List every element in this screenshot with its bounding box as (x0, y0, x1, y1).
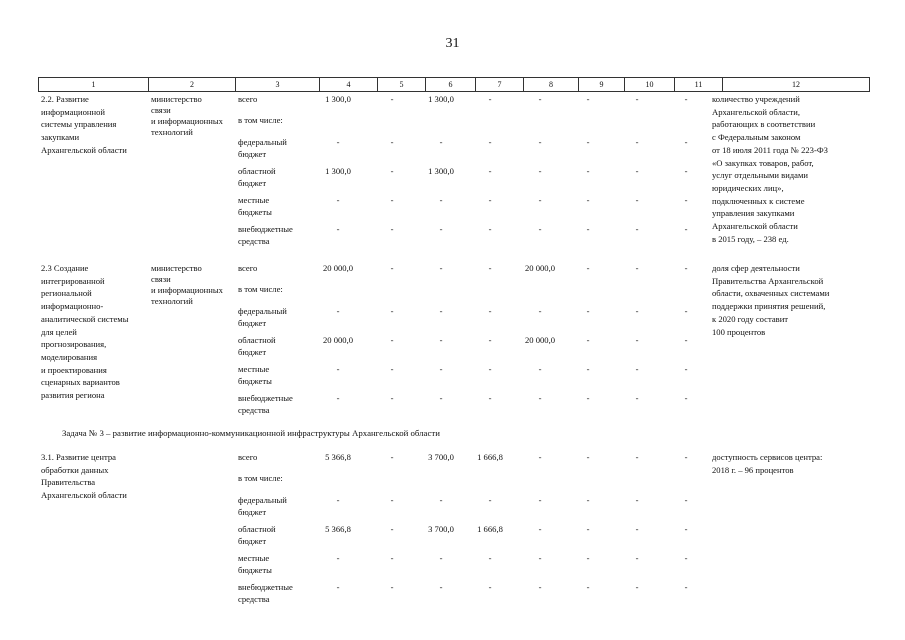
indicator-line: поддержки принятия решений, (712, 301, 826, 312)
empty-value-dash: - (336, 553, 340, 563)
indicator-line: работающих в соответствии (712, 119, 816, 130)
funding-source-label: бюджет (238, 347, 267, 357)
funding-value: 3 700,0 (428, 452, 454, 462)
funding-source-label: всего (238, 452, 258, 462)
header-col-11: 11 (675, 78, 723, 91)
funding-value: 1 300,0 (325, 166, 351, 176)
empty-value-dash: - (390, 335, 394, 345)
empty-value-dash: - (538, 364, 542, 374)
empty-value-dash: - (439, 137, 443, 147)
indicator-line: области, охваченных системами (712, 288, 830, 299)
funding-source-label: областной (238, 335, 276, 345)
header-col-3: 3 (236, 78, 320, 91)
measure-name-line: 2.3 Создание (41, 263, 89, 273)
indicator-line: от 18 июля 2011 года № 223-ФЗ (712, 144, 828, 155)
header-col-7: 7 (476, 78, 524, 91)
empty-value-dash: - (635, 582, 639, 592)
empty-value-dash: - (336, 364, 340, 374)
indicator-line: подключенных к системе (712, 195, 805, 206)
measure-name-line: информационной (41, 106, 106, 117)
funding-source-label: бюджет (238, 149, 267, 159)
empty-value-dash: - (538, 452, 542, 462)
empty-value-dash: - (390, 306, 394, 316)
indicator-line: юридических лиц», (712, 182, 784, 193)
header-col-10: 10 (625, 78, 675, 91)
indicator-line: Архангельской области (712, 221, 798, 231)
empty-value-dash: - (586, 195, 590, 205)
funding-source-label: федеральный (238, 306, 287, 316)
empty-value-dash: - (390, 263, 394, 273)
empty-value-dash: - (586, 582, 590, 592)
measure-name-line: прогнозирования, (41, 339, 107, 350)
measure-name-line: информационно- (41, 301, 104, 312)
measure-name-line: Архангельской области (41, 490, 127, 501)
funding-source-label: бюджет (238, 318, 267, 328)
funding-source-label: бюджеты (238, 376, 272, 386)
empty-value-dash: - (439, 364, 443, 374)
empty-value-dash: - (586, 263, 590, 273)
funding-source-label: федеральный (238, 495, 287, 505)
empty-value-dash: - (586, 553, 590, 563)
measure-name-line: системы управления (41, 119, 117, 130)
empty-value-dash: - (439, 263, 443, 273)
measure-name-line: аналитической системы (41, 313, 129, 324)
indicator-line: 100 процентов (712, 326, 766, 337)
empty-value-dash: - (538, 94, 542, 104)
funding-value: 5 366,8 (325, 452, 351, 462)
empty-value-dash: - (684, 393, 688, 403)
empty-value-dash: - (488, 306, 492, 316)
empty-value-dash: - (488, 335, 492, 345)
funding-source-label: внебюджетные (238, 393, 293, 403)
empty-value-dash: - (390, 94, 394, 104)
empty-value-dash: - (488, 195, 492, 205)
empty-value-dash: - (586, 393, 590, 403)
empty-value-dash: - (635, 137, 639, 147)
indicator-line: с Федеральным законом (712, 132, 801, 143)
empty-value-dash: - (586, 524, 590, 534)
funding-value: 20 000,0 (322, 335, 354, 345)
indicator-line: количество учреждений (712, 94, 800, 104)
empty-value-dash: - (684, 582, 688, 592)
funding-source-label: средства (238, 594, 270, 604)
funding-source-label: местные (238, 364, 270, 374)
indicator-line: управления закупками (712, 208, 795, 219)
measure-name-line: 2.2. Развитие (41, 94, 89, 104)
empty-value-dash: - (390, 224, 394, 234)
empty-value-dash: - (538, 524, 542, 534)
empty-value-dash: - (684, 306, 688, 316)
empty-value-dash: - (635, 524, 639, 534)
empty-value-dash: - (488, 364, 492, 374)
header-col-6: 6 (426, 78, 476, 91)
header-col-1: 1 (39, 78, 149, 91)
empty-value-dash: - (684, 94, 688, 104)
funding-source-label: бюджеты (238, 207, 272, 217)
empty-value-dash: - (390, 393, 394, 403)
empty-value-dash: - (635, 335, 639, 345)
empty-value-dash: - (586, 495, 590, 505)
funding-value: 5 366,8 (325, 524, 351, 534)
funding-source-label: внебюджетные (238, 582, 293, 592)
empty-value-dash: - (488, 553, 492, 563)
measure-name-line: 3.1. Развитие центра (41, 452, 116, 462)
empty-value-dash: - (538, 553, 542, 563)
funding-source-label: средства (238, 236, 270, 246)
empty-value-dash: - (390, 195, 394, 205)
empty-value-dash: - (586, 335, 590, 345)
empty-value-dash: - (390, 582, 394, 592)
indicator-line: «О закупках товаров, работ, (712, 157, 814, 168)
indicator-line: Архангельской области, (712, 106, 801, 117)
indicator-line: в 2015 году, – 238 ед. (712, 233, 789, 244)
empty-value-dash: - (635, 495, 639, 505)
empty-value-dash: - (390, 553, 394, 563)
empty-value-dash: - (635, 263, 639, 273)
empty-value-dash: - (635, 364, 639, 374)
funding-value: 20 000,0 (524, 335, 556, 345)
empty-value-dash: - (439, 582, 443, 592)
empty-value-dash: - (635, 224, 639, 234)
empty-value-dash: - (538, 306, 542, 316)
empty-value-dash: - (538, 137, 542, 147)
executor-line: связи (151, 105, 171, 115)
indicator-line: к 2020 году составит (712, 313, 789, 324)
empty-value-dash: - (439, 224, 443, 234)
empty-value-dash: - (635, 393, 639, 403)
empty-value-dash: - (586, 166, 590, 176)
header-col-12: 12 (792, 80, 800, 89)
empty-value-dash: - (390, 452, 394, 462)
funding-source-label: в том числе: (238, 284, 283, 294)
empty-value-dash: - (684, 224, 688, 234)
empty-value-dash: - (390, 495, 394, 505)
funding-source-label: областной (238, 524, 276, 534)
empty-value-dash: - (635, 166, 639, 176)
funding-value: 1 300,0 (428, 166, 454, 176)
empty-value-dash: - (488, 263, 492, 273)
funding-value: 1 666,8 (477, 452, 503, 462)
measure-name-line: Правительства (41, 477, 96, 488)
empty-value-dash: - (488, 495, 492, 505)
funding-source-label: бюджеты (238, 565, 272, 575)
empty-value-dash: - (336, 224, 340, 234)
empty-value-dash: - (488, 137, 492, 147)
empty-value-dash: - (684, 364, 688, 374)
funding-value: 1 300,0 (428, 94, 454, 104)
measure-name-line: развития региона (41, 390, 105, 400)
executor-line: технологий (151, 296, 193, 306)
header-col-9: 9 (579, 78, 625, 91)
measure-name-line: интегрированной (41, 275, 105, 286)
empty-value-dash: - (439, 553, 443, 563)
funding-value: 20 000,0 (322, 263, 354, 273)
empty-value-dash: - (336, 195, 340, 205)
funding-value: 20 000,0 (524, 263, 556, 273)
empty-value-dash: - (390, 364, 394, 374)
measure-name-line: региональной (41, 288, 92, 299)
funding-source-label: федеральный (238, 137, 287, 147)
funding-source-label: в том числе: (238, 115, 283, 125)
empty-value-dash: - (488, 94, 492, 104)
empty-value-dash: - (586, 452, 590, 462)
funding-value: 1 300,0 (325, 94, 351, 104)
header-col-5: 5 (378, 78, 426, 91)
indicator-line: 2018 г. – 96 процентов (712, 464, 794, 475)
empty-value-dash: - (488, 224, 492, 234)
funding-value: 1 666,8 (477, 524, 503, 534)
page-number: 31 (445, 36, 460, 51)
indicator-line: Правительства Архангельской (712, 275, 824, 286)
empty-value-dash: - (538, 495, 542, 505)
empty-value-dash: - (586, 364, 590, 374)
empty-value-dash: - (684, 553, 688, 563)
executor-line: и информационных (151, 285, 223, 295)
measure-name-line: моделирования (41, 351, 98, 362)
empty-value-dash: - (635, 94, 639, 104)
empty-value-dash: - (390, 166, 394, 176)
empty-value-dash: - (538, 582, 542, 592)
empty-value-dash: - (586, 306, 590, 316)
empty-value-dash: - (635, 452, 639, 462)
empty-value-dash: - (336, 393, 340, 403)
empty-value-dash: - (586, 137, 590, 147)
empty-value-dash: - (488, 393, 492, 403)
measure-name-line: обработки данных (41, 464, 109, 475)
task-heading: Задача № 3 – развитие информационно-коммуникационной инфраструктуры Архангельской области (62, 428, 440, 438)
empty-value-dash: - (538, 195, 542, 205)
empty-value-dash: - (538, 166, 542, 176)
table-header-row (38, 77, 870, 92)
empty-value-dash: - (336, 306, 340, 316)
funding-source-label: в том числе: (238, 473, 283, 483)
empty-value-dash: - (439, 306, 443, 316)
empty-value-dash: - (684, 263, 688, 273)
empty-value-dash: - (684, 195, 688, 205)
header-col-2: 2 (149, 78, 236, 91)
empty-value-dash: - (488, 166, 492, 176)
empty-value-dash: - (439, 195, 443, 205)
measure-name-line: Архангельской области (41, 144, 127, 155)
empty-value-dash: - (635, 306, 639, 316)
funding-source-label: областной (238, 166, 276, 176)
funding-value: 3 700,0 (428, 524, 454, 534)
empty-value-dash: - (439, 335, 443, 345)
funding-source-label: бюджет (238, 536, 267, 546)
empty-value-dash: - (684, 495, 688, 505)
empty-value-dash: - (586, 224, 590, 234)
measure-name-line: для целей (41, 326, 77, 337)
header-col-8: 8 (524, 78, 579, 91)
executor-line: технологий (151, 127, 193, 137)
empty-value-dash: - (538, 393, 542, 403)
empty-value-dash: - (336, 495, 340, 505)
empty-value-dash: - (684, 452, 688, 462)
empty-value-dash: - (684, 335, 688, 345)
indicator-line: доступность сервисов центра: (712, 452, 823, 462)
empty-value-dash: - (586, 94, 590, 104)
funding-source-label: всего (238, 263, 258, 273)
executor-line: и информационных (151, 116, 223, 126)
funding-source-label: бюджет (238, 507, 267, 517)
empty-value-dash: - (336, 582, 340, 592)
funding-source-label: местные (238, 553, 270, 563)
empty-value-dash: - (439, 495, 443, 505)
empty-value-dash: - (390, 524, 394, 534)
empty-value-dash: - (390, 137, 394, 147)
funding-source-label: всего (238, 94, 258, 104)
indicator-line: услуг отдельными видами (712, 170, 809, 181)
measure-name-line: сценарных вариантов (41, 377, 120, 388)
empty-value-dash: - (336, 137, 340, 147)
executor-line: министерство (151, 263, 202, 273)
empty-value-dash: - (635, 553, 639, 563)
measure-name-line: и проектирования (41, 364, 107, 375)
funding-source-label: средства (238, 405, 270, 415)
empty-value-dash: - (684, 524, 688, 534)
executor-line: связи (151, 274, 171, 284)
empty-value-dash: - (439, 393, 443, 403)
funding-source-label: местные (238, 195, 270, 205)
measure-name-line: закупками (41, 132, 80, 143)
header-col-4: 4 (320, 78, 378, 91)
empty-value-dash: - (538, 224, 542, 234)
funding-source-label: бюджет (238, 178, 267, 188)
empty-value-dash: - (488, 582, 492, 592)
empty-value-dash: - (635, 195, 639, 205)
executor-line: министерство (151, 94, 202, 104)
indicator-line: доля сфер деятельности (712, 263, 800, 273)
funding-source-label: внебюджетные (238, 224, 293, 234)
empty-value-dash: - (684, 137, 688, 147)
empty-value-dash: - (684, 166, 688, 176)
